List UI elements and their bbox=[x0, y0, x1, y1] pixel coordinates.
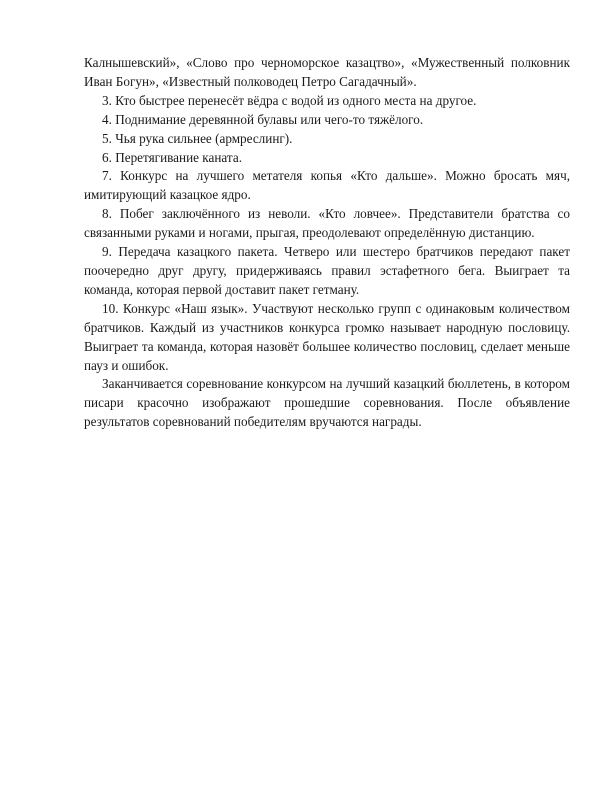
paragraph-item-5: 5. Чья рука сильнее (армреслинг). bbox=[102, 130, 293, 146]
paragraph-item-10: 10. Конкурс «Наш язык». Участвуют несколько групп с одинаковым количеством братчиков. Каждый из участников конкурса громко называет народную пословицу. Выиграет та команда, которая назовёт большее количество пословиц, сделает меньше пауз и ошибок. bbox=[84, 300, 570, 373]
paragraph-item-3: 3. Кто быстрее перенесёт вёдра с водой из одного места на другое. bbox=[102, 92, 477, 108]
paragraph-item-8: 8. Побег заключённого из неволи. «Кто ловчее». Представители братства со связанными руками и ногами, прыгая, преодолевают определённую дистанцию. bbox=[84, 206, 570, 241]
paragraph-item-4: 4. Поднимание деревянной булавы или чего-то тяжёлого. bbox=[102, 111, 424, 127]
paragraph-conclusion: Заканчивается соревнование конкурсом на лучший казацкий бюллетень, в котором писари красочно изображают прошедшие соревнования. После объявление результатов соревнований победителям вручаются награды. bbox=[84, 376, 570, 430]
paragraph-item-9: 9. Передача казацкого пакета. Четверо или шестеро братчиков передают пакет поочередно друг другу, придерживаясь правил эстафетного бега. Выиграет та команда, которая первой доставит пакет гетману. bbox=[84, 244, 570, 297]
paragraph-continuation: Калнышевский», «Слово про черноморское казацтво», «Мужественный полковник Иван Богун», «Известный полководец Петро Сагадачный». bbox=[84, 55, 570, 89]
document-body bbox=[84, 54, 570, 432]
paragraph-item-6: 6. Перетягивание каната. bbox=[102, 149, 243, 165]
paragraph-item-7: 7. Конкурс на лучшего метателя копья «Кто дальше». Можно бросать мяч, имитирующий казацкое ядро. bbox=[84, 168, 570, 203]
